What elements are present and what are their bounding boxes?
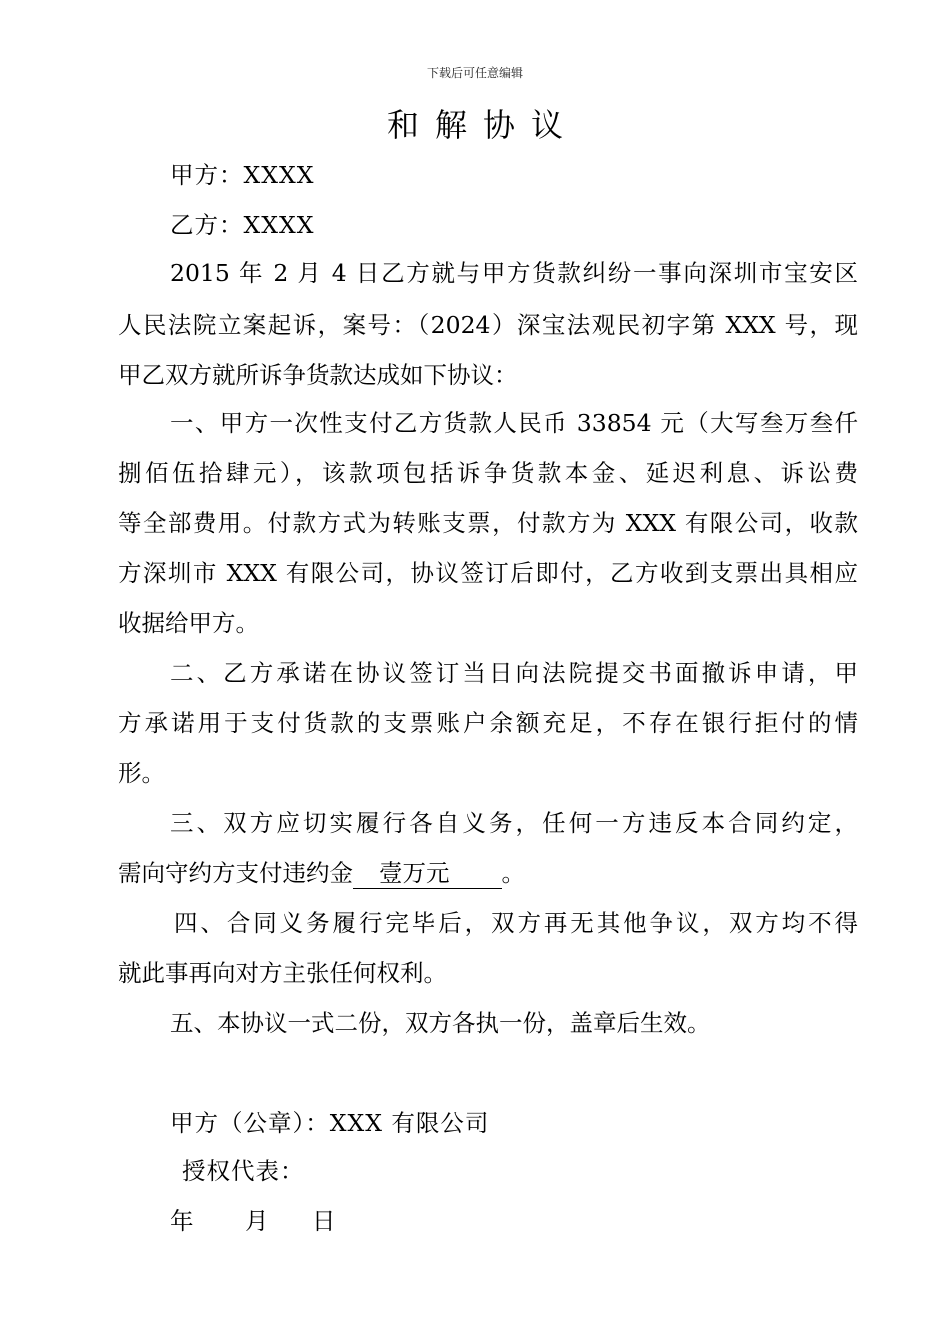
clause5-line: 五、本协议一式二份，双方各执一份，盖章后生效。 bbox=[170, 1009, 711, 1037]
intro-line-3: 甲乙双方就所诉争货款达成如下协议： bbox=[118, 361, 518, 389]
clause2-line-3: 形。 bbox=[118, 759, 165, 787]
intro-line-1: 2015 年 2 月 4 日乙方就与甲方货款纠纷一事向深圳市宝安区 bbox=[170, 259, 858, 287]
clause1-line-5: 收据给甲方。 bbox=[118, 609, 259, 637]
penalty-amount: 壹万元 bbox=[353, 858, 502, 889]
clause3-end-punct: 。 bbox=[501, 859, 525, 887]
date-month: 月 bbox=[245, 1207, 270, 1235]
clause2-line-1: 二、乙方承诺在协议签订当日向法院提交书面撤诉申请，甲 bbox=[170, 659, 858, 687]
date-day: 日 bbox=[312, 1207, 337, 1235]
clause1-line-4: 方深圳市 XXX 有限公司，协议签订后即付，乙方收到支票出具相应 bbox=[118, 559, 858, 587]
clause2-line-2: 方承诺用于支付货款的支票账户余额充足，不存在银行拒付的情 bbox=[118, 709, 858, 737]
date-year: 年 bbox=[170, 1207, 195, 1235]
clause1-line-2: 捌佰伍拾肆元），该款项包括诉争货款本金、延迟利息、诉讼费 bbox=[118, 459, 858, 487]
clause3-penalty-text: 需向守约方支付违约金 bbox=[118, 859, 353, 887]
clause3-line-1: 三、双方应切实履行各自义务，任何一方违反本合同约定， bbox=[170, 809, 858, 837]
clause4-line-1: 四、合同义务履行完毕后，双方再无其他争议，双方均不得 bbox=[174, 909, 858, 937]
party-a-seal: 甲方（公章）：XXX 有限公司 bbox=[170, 1109, 490, 1137]
clause4-line-2: 就此事再向对方主张任何权利。 bbox=[118, 959, 447, 987]
document-title: 和解协议 bbox=[386, 106, 579, 144]
intro-line-2: 人民法院立案起诉，案号：（2024）深宝法观民初字第 XXX 号，现 bbox=[118, 311, 858, 339]
header-note: 下载后可任意编辑 bbox=[426, 66, 523, 80]
clause1-line-1: 一、甲方一次性支付乙方货款人民币 33854 元（大写叁万叁仟 bbox=[170, 409, 858, 437]
clause3-line-2 bbox=[118, 855, 858, 891]
party-b: 乙方：XXXX bbox=[170, 211, 315, 239]
clause1-line-3: 等全部费用。付款方式为转账支票，付款方为 XXX 有限公司，收款 bbox=[118, 509, 858, 537]
authorized-representative: 授权代表： bbox=[182, 1157, 305, 1185]
party-a: 甲方：XXXX bbox=[170, 161, 315, 189]
